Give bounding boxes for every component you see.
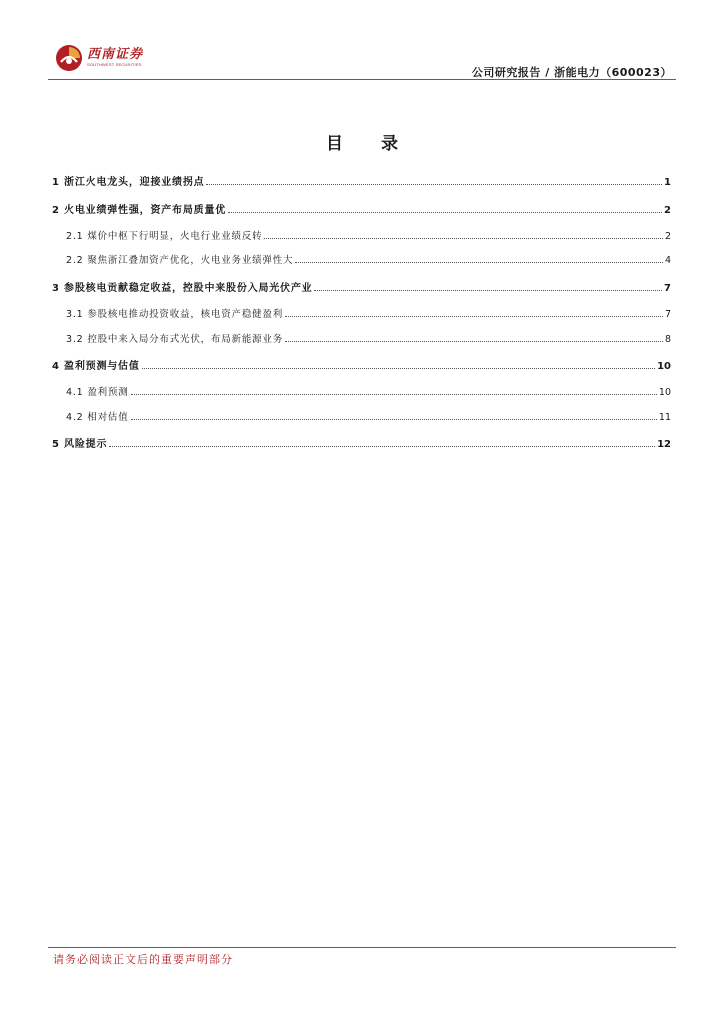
toc-entry[interactable] [66, 382, 671, 398]
toc-entry[interactable] [52, 278, 671, 294]
toc-entry-label: 4 盈利预测与估值 [52, 361, 140, 372]
toc-entry-label: 3 参股核电贡献稳定收益，控股中来股份入局光伏产业 [52, 283, 313, 294]
toc-entry-page: 10 [658, 387, 671, 398]
toc-leader-dots [228, 212, 662, 213]
footer-divider [48, 947, 676, 948]
toc-leader-dots [264, 238, 663, 239]
toc-entry[interactable] [52, 172, 671, 188]
toc-entry-page: 2 [664, 231, 671, 242]
toc-entry-label: 3.2 控股中来入局分布式光伏，布局新能源业务 [66, 334, 284, 345]
header-divider [48, 79, 676, 80]
company-logo [55, 43, 143, 73]
logo-english-name: SOUTHWEST SECURITIES [87, 62, 142, 67]
toc-entry-label: 2.1 煤价中枢下行明显，火电行业业绩反转 [66, 231, 263, 242]
toc-leader-dots [142, 368, 655, 369]
toc-entry[interactable] [66, 250, 671, 266]
toc-entry[interactable] [52, 356, 671, 372]
toc-entry-page: 1 [664, 177, 671, 188]
toc-leader-dots [131, 394, 657, 395]
toc-entry-label: 5 风险提示 [52, 439, 108, 450]
toc-entry-page: 11 [658, 412, 671, 423]
toc-leader-dots [131, 419, 657, 420]
toc-entry-page: 4 [664, 255, 671, 266]
toc-leader-dots [109, 446, 655, 447]
logo-chinese-name: 西南证券 [87, 47, 144, 62]
toc-entry[interactable] [66, 329, 671, 345]
toc-entry-label: 4.2 相对估值 [66, 412, 129, 423]
footer-disclaimer: 请务必阅读正文后的重要声明部分 [53, 953, 233, 966]
page-header [0, 0, 724, 82]
toc-entry-label: 2 火电业绩弹性强，资产布局质量优 [52, 205, 227, 216]
toc-leader-dots [285, 316, 663, 317]
toc-leader-dots [206, 184, 662, 185]
southwest-securities-logo-icon [55, 44, 83, 72]
toc-entry-page: 2 [664, 205, 671, 216]
toc-leader-dots [295, 262, 663, 263]
toc-entry[interactable] [66, 226, 671, 242]
toc-leader-dots [314, 290, 662, 291]
toc-entry-label: 3.1 参股核电推动投资收益，核电资产稳健盈利 [66, 309, 284, 320]
toc-entry[interactable] [52, 434, 671, 450]
toc-entry[interactable] [52, 200, 671, 216]
toc-entry-page: 8 [664, 334, 671, 345]
toc-entry-page: 10 [657, 361, 671, 372]
report-title: 公司研究报告 / 浙能电力（600023） [471, 66, 672, 79]
toc-leader-dots [285, 341, 663, 342]
toc-title: 目 录 [326, 134, 414, 154]
toc-entry-label: 4.1 盈利预测 [66, 387, 129, 398]
logo-text [87, 48, 143, 68]
toc-entry[interactable] [66, 304, 671, 320]
toc-entry[interactable] [66, 407, 671, 423]
toc-entry-label: 1 浙江火电龙头，迎接业绩拐点 [52, 177, 205, 188]
toc-entry-page: 7 [664, 283, 671, 294]
toc-entry-page: 12 [657, 439, 671, 450]
toc-entry-label: 2.2 聚焦浙江叠加资产优化，火电业务业绩弹性大 [66, 255, 294, 266]
toc-entry-page: 7 [664, 309, 671, 320]
